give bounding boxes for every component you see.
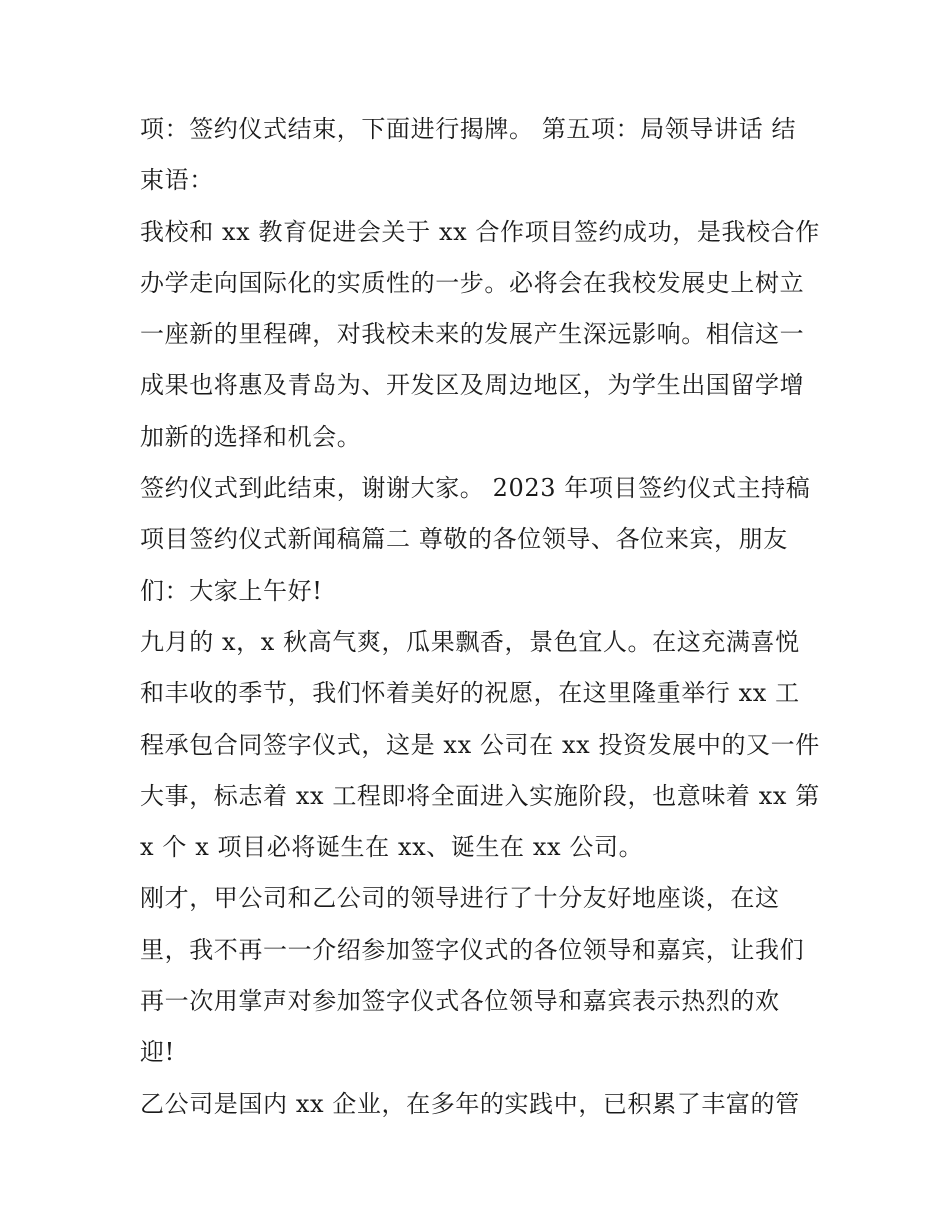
text-line: 签约仪式到此结束，谢谢大家。 2023 年项目签约仪式主持稿 xyxy=(140,474,811,503)
text-line: 刚才，甲公司和乙公司的领导进行了十分友好地座谈，在这 xyxy=(140,884,780,913)
text-line: 们：大家上午好! xyxy=(140,576,323,605)
text-line: 和丰收的季节，我们怀着美好的祝愿，在这里隆重举行 xx 工 xyxy=(140,679,800,708)
text-line: 项目签约仪式新闻稿篇二 尊敬的各位领导、各位来宾，朋友 xyxy=(140,525,788,554)
text-line: x 个 x 项目必将诞生在 xx、诞生在 xx 公司。 xyxy=(140,833,644,862)
text-line: 九月的 x，x 秋高气爽，瓜果飘香，景色宜人。在这充满喜悦 xyxy=(140,627,800,656)
text-line: 加新的选择和机会。 xyxy=(140,422,362,451)
text-line: 我校和 xx 教育促进会关于 xx 合作项目签约成功，是我校合作 xyxy=(140,217,820,246)
text-line: 束语： xyxy=(140,166,214,195)
text-line: 乙公司是国内 xx 企业，在多年的实践中，已积累了丰富的管 xyxy=(140,1089,800,1118)
text-line: 一座新的里程碑，对我校未来的发展产生深远影响。相信这一 xyxy=(140,320,805,349)
text-line: 里，我不再一一介绍参加签字仪式的各位领导和嘉宾，让我们 xyxy=(140,935,805,964)
text-line: 大事，标志着 xx 工程即将全面进入实施阶段，也意味着 xx 第 xyxy=(140,781,820,810)
text-line: 项：签约仪式结束，下面进行揭牌。 第五项：局领导讲话 结 xyxy=(140,115,797,143)
text-line: 程承包合同签字仪式，这是 xx 公司在 xx 投资发展中的又一件 xyxy=(140,730,820,759)
text-line: 迎! xyxy=(140,1038,175,1067)
text-line: 再一次用掌声对参加签字仪式各位领导和嘉宾表示热烈的欢 xyxy=(140,987,780,1016)
text-line: 办学走向国际化的实质性的一步。必将会在我校发展史上树立 xyxy=(140,268,805,297)
text-line: 成果也将惠及青岛为、开发区及周边地区，为学生出国留学增 xyxy=(140,371,805,400)
document-body xyxy=(140,104,820,1130)
